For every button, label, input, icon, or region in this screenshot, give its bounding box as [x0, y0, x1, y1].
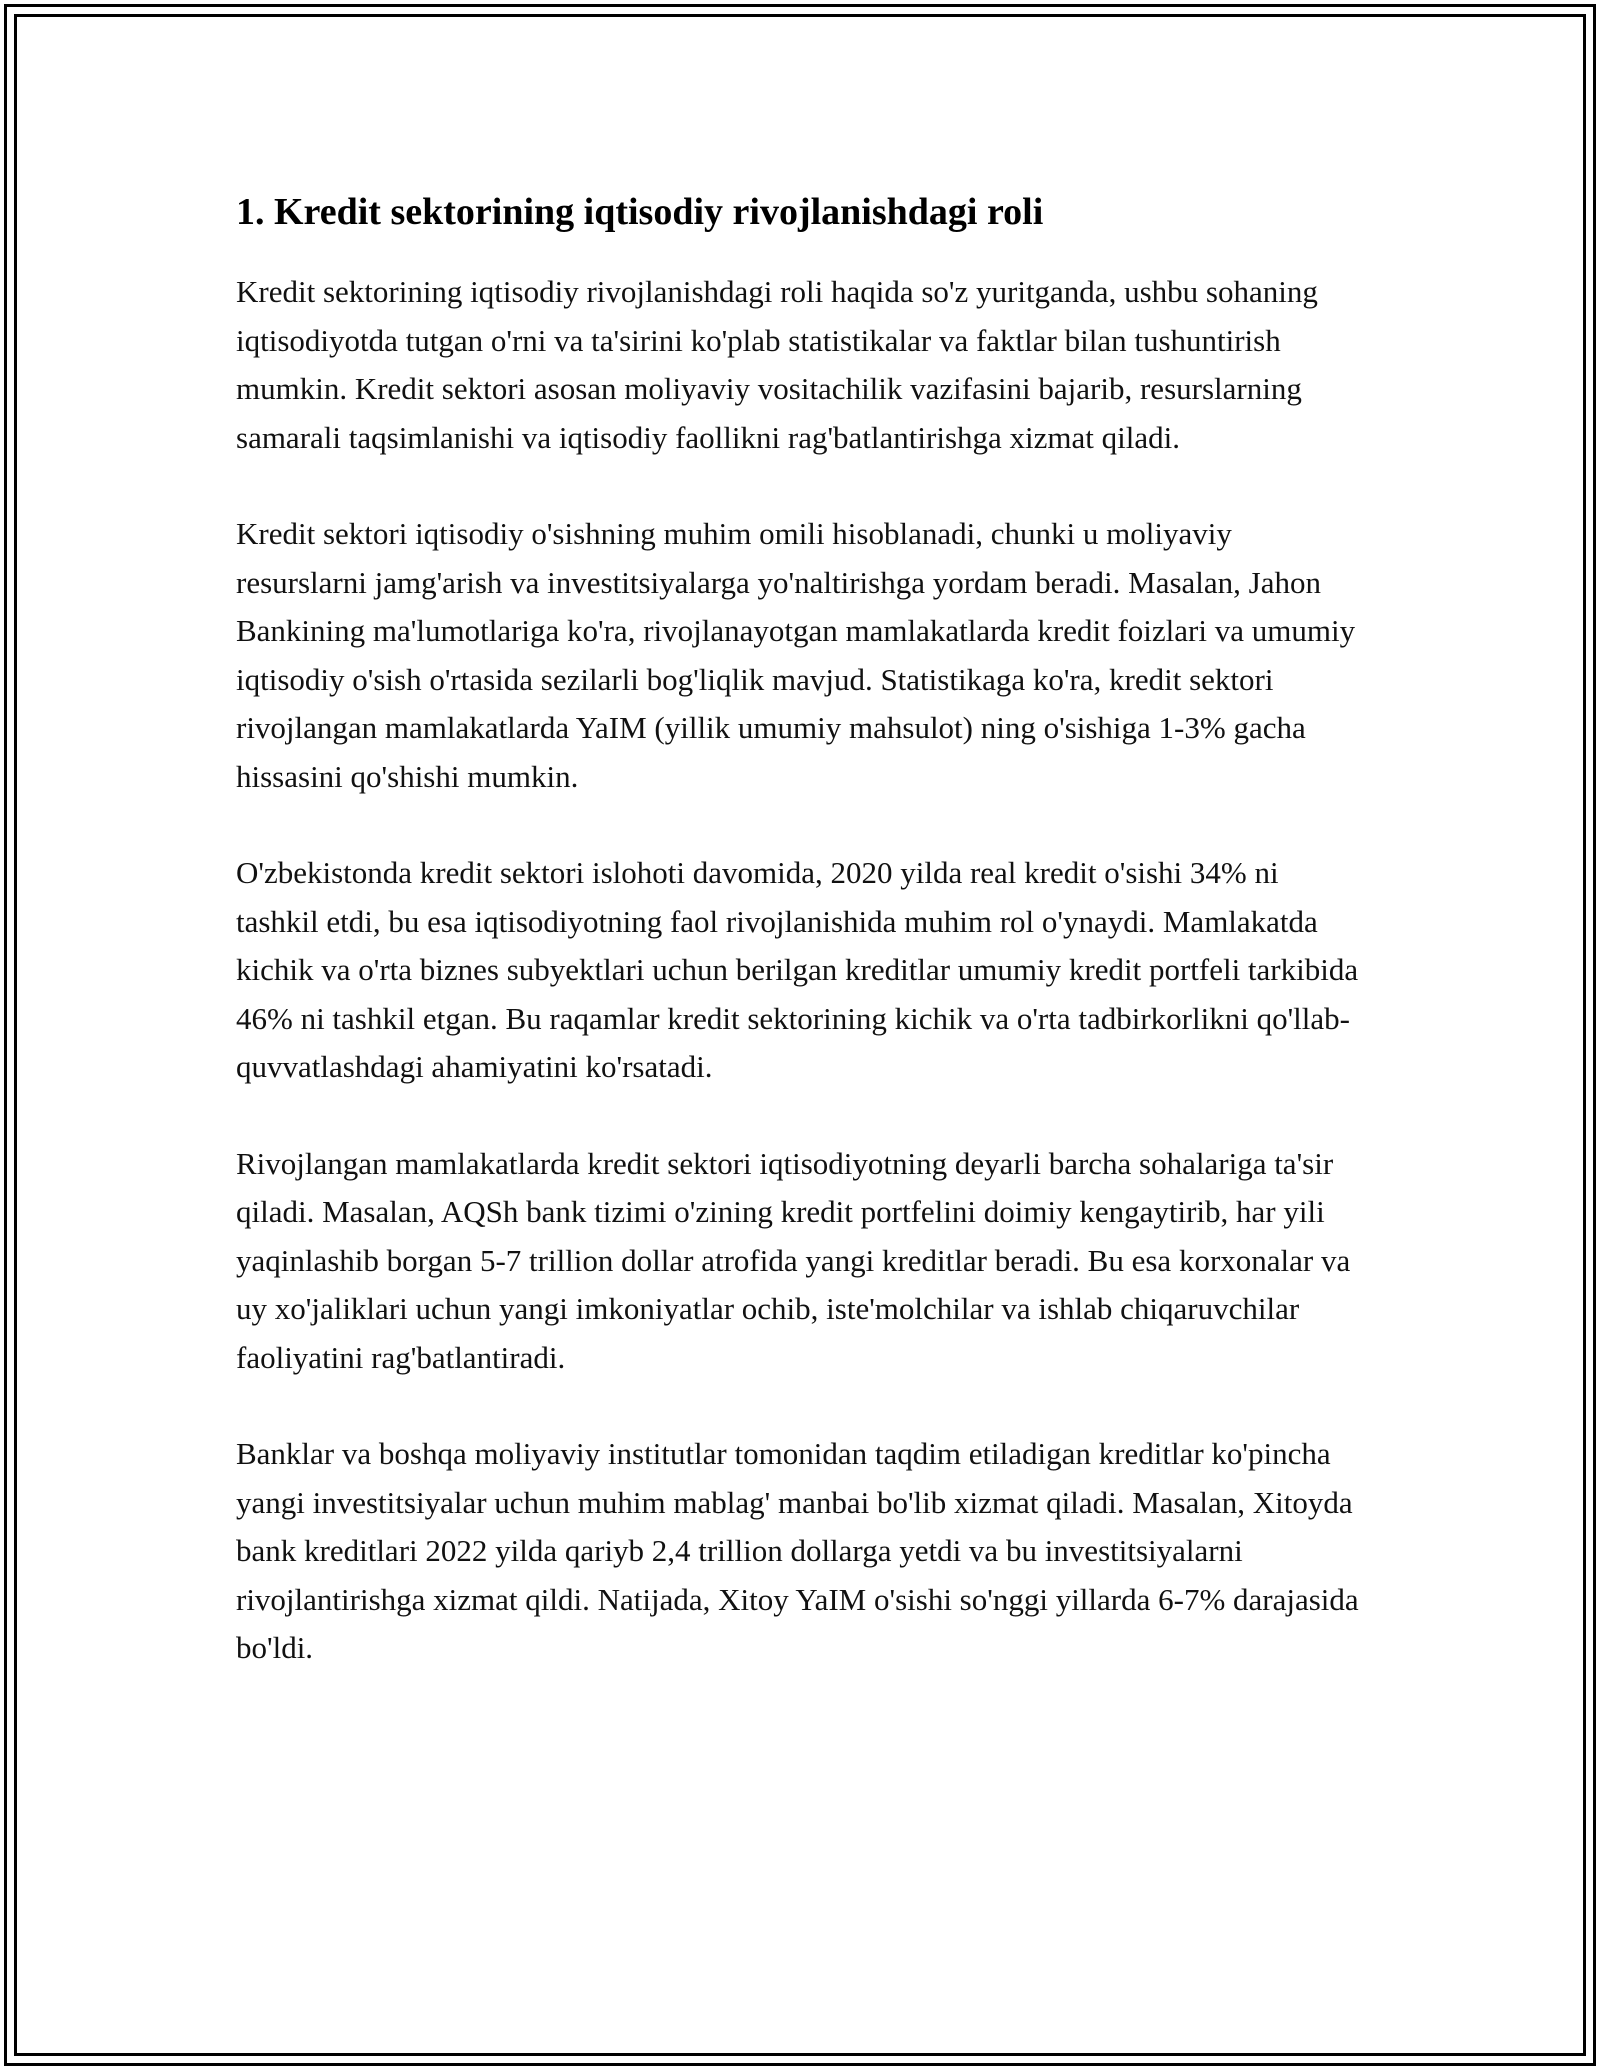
section-title: 1. Kredit sektorining iqtisodiy rivojlanishdagi roli [236, 191, 1044, 233]
paragraph-growth-factor: Kredit sektori iqtisodiy o'sishning muhim omili hisoblanadi, chunki u moliyaviy resurslarni jamg'arish va investitsiyalarga yo'naltirishga yordam beradi. Masalan, Jahon Bankining ma'lumotlariga ko'ra, rivojlanayotgan mamlakatlarda kredit foizlari va umumiy iqtisodiy o'sish o'rtasida sezilarli bog'liqlik mavjud. Statistikaga ko'ra, kredit sektori rivojlangan mamlakatlarda YaIM (yillik umumiy mahsulot) ning o'sishiga 1-3% gacha hissasini qo'shishi mumkin. [236, 516, 1356, 794]
paragraph-banks-investments: Banklar va boshqa moliyaviy institutlar tomonidan taqdim etiladigan kreditlar ko'pincha yangi investitsiyalar uchun muhim mablag' manbai bo'lib xizmat qiladi. Masalan, Xitoyda bank kreditlari 2022 yilda qariyb 2,4 trillion dollarga yetdi va bu investitsiyalarni rivojlantirishga xizmat qildi. Natijada, Xitoy YaIM o'sishi so'nggi yillarda 6-7% darajasida bo'ldi. [236, 1436, 1359, 1665]
paragraph-intro: Kredit sektorining iqtisodiy rivojlanishdagi roli haqida so'z yuritganda, ushbu sohaning iqtisodiyotda tutgan o'rni va ta'sirini ko'plab statistikalar va faktlar bilan tushuntirish mumkin. Kredit sektori asosan moliyaviy vositachilik vazifasini bajarib, resurslarning samarali taqsimlanishi va iqtisodiy faollikni rag'batlantirishga xizmat qiladi. [236, 274, 1318, 455]
paragraph-developed-countries: Rivojlangan mamlakatlarda kredit sektori iqtisodiyotning deyarli barcha sohalariga ta'sir qiladi. Masalan, AQSh bank tizimi o'zining kredit portfelini doimiy kengaytirib, har yili yaqinlashib borgan 5-7 trillion dollar atrofida yangi kreditlar beradi. Bu esa korxonalar va uy xo'jaliklari uchun yangi imkoniyatlar ochib, iste'molchilar va ishlab chiqaruvchilar faoliyatini rag'batlantiradi. [236, 1145, 1351, 1375]
paragraph-uzbekistan: O'zbekistonda kredit sektori islohoti davomida, 2020 yilda real kredit o'sishi 34% ni tashkil etdi, bu esa iqtisodiyotning faol rivojlanishida muhim rol o'ynaydi. Mamlakatda kichik va o'rta biznes subyektlari uchun berilgan kreditlar umumiy kredit portfeli tarkibida 46% ni tashkil etgan. Bu raqamlar kredit sektorining kichik va o'rta tadbirkorlikni qo'llab-quvvatlashdagi ahamiyatini ko'rsatadi. [236, 855, 1359, 1084]
document-body [236, 190, 1366, 1721]
